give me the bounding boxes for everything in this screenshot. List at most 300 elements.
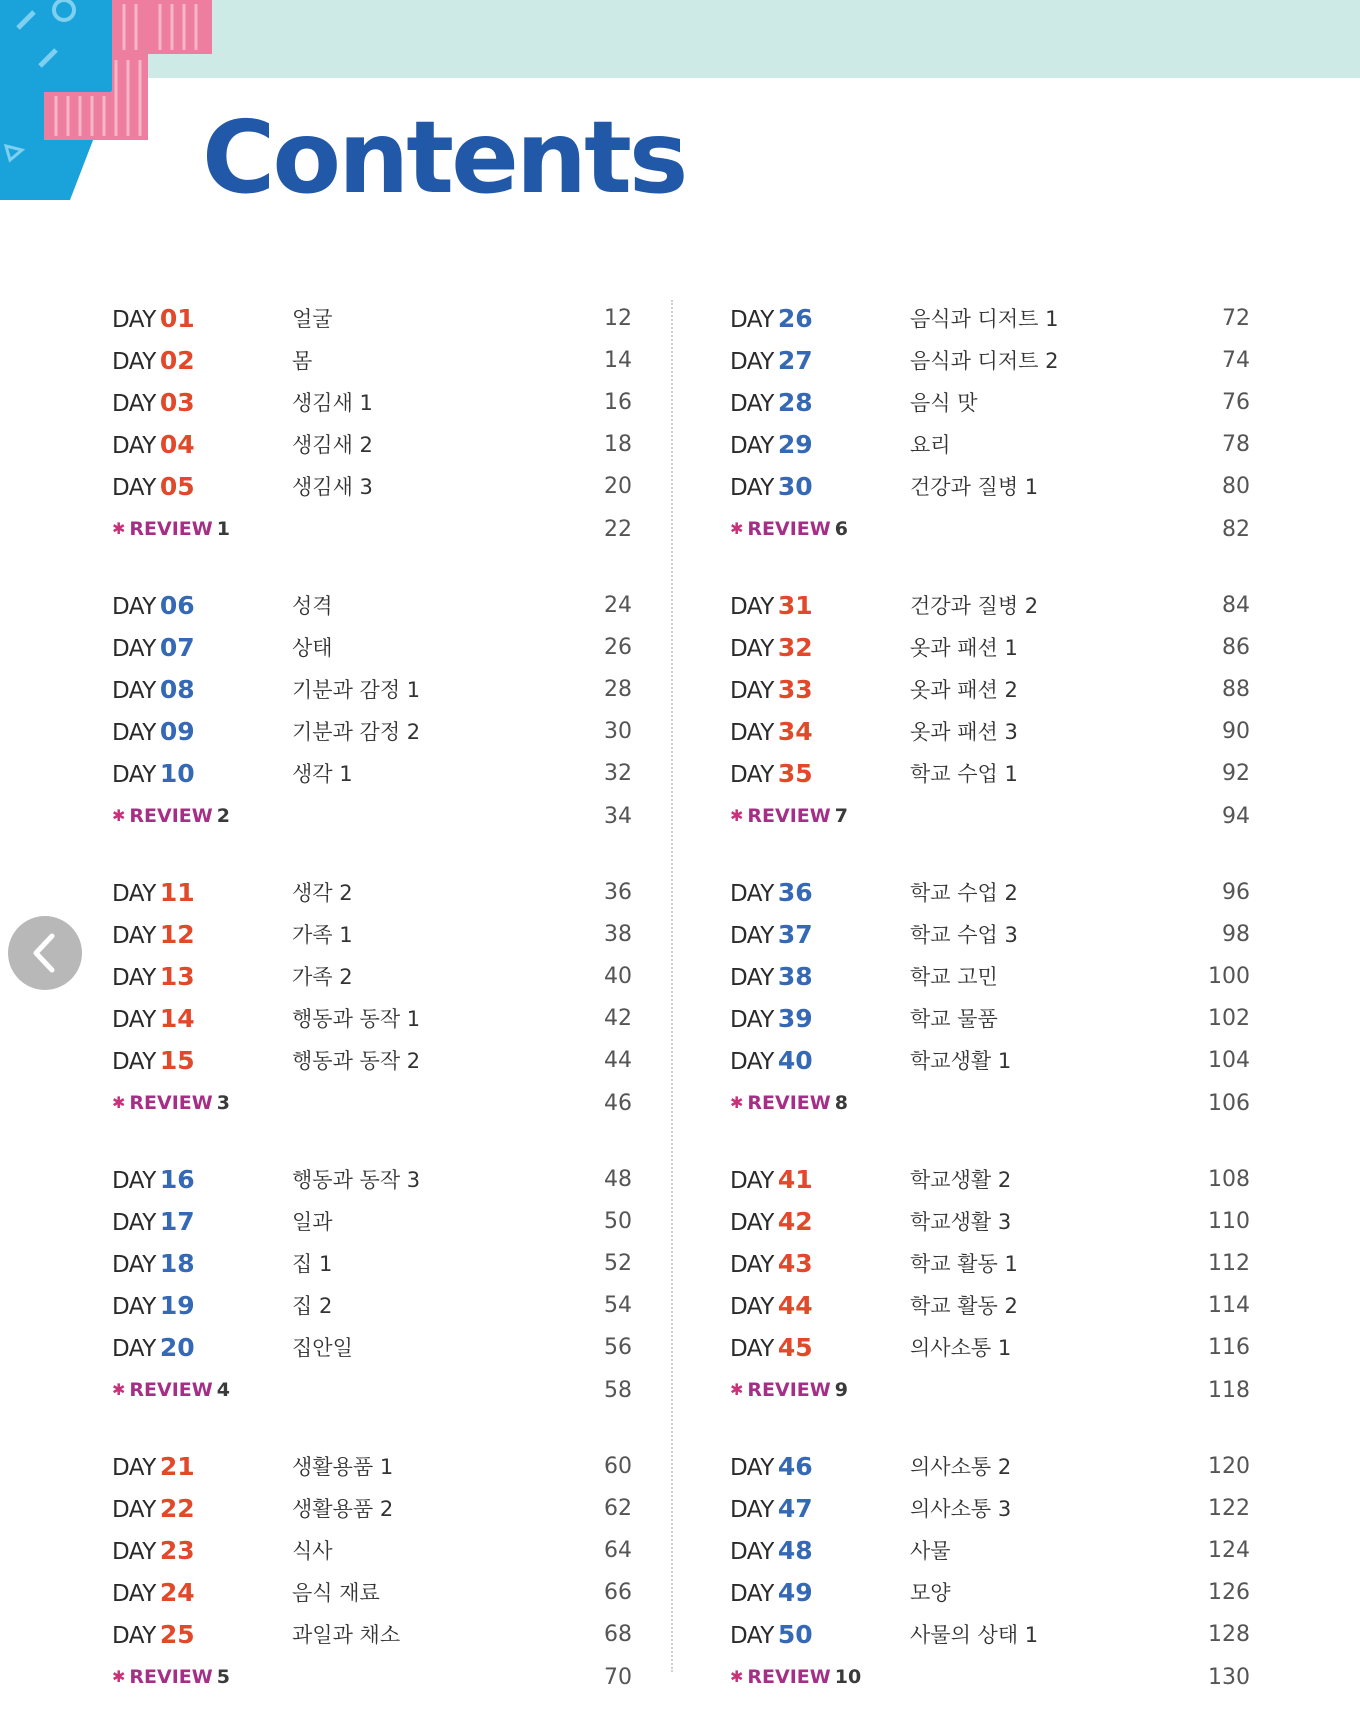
day-label: DAY — [730, 1581, 774, 1607]
review-entry[interactable] — [112, 795, 632, 838]
review-number: 4 — [216, 1379, 230, 1401]
day-topic: 의사소통 1 — [910, 1336, 1012, 1360]
day-number: 27 — [777, 346, 813, 375]
contents-section — [730, 585, 1250, 838]
asterisk-icon: ✱ — [112, 1093, 126, 1112]
day-entry[interactable] — [730, 998, 1250, 1040]
review-entry[interactable] — [730, 1656, 1250, 1699]
day-label: DAY — [730, 391, 774, 417]
review-number: 2 — [216, 805, 230, 827]
review-entry[interactable] — [112, 1082, 632, 1125]
day-number: 43 — [777, 1249, 813, 1278]
day-entry[interactable] — [730, 424, 1250, 466]
day-label: DAY — [112, 1581, 156, 1607]
day-label: DAY — [730, 1336, 774, 1362]
page-number: 78 — [1222, 432, 1250, 457]
page-number: 36 — [604, 880, 632, 905]
review-number: 6 — [834, 518, 848, 540]
day-entry[interactable] — [730, 1488, 1250, 1530]
day-number: 48 — [777, 1536, 813, 1565]
day-number: 31 — [777, 591, 813, 620]
page-number: 80 — [1222, 474, 1250, 499]
day-entry[interactable] — [730, 1285, 1250, 1327]
day-entry[interactable] — [112, 872, 632, 914]
page-number: 54 — [604, 1293, 632, 1318]
day-topic: 행동과 동작 2 — [292, 1049, 421, 1073]
day-label: DAY — [730, 1455, 774, 1481]
page-number: 12 — [604, 306, 632, 331]
day-entry[interactable] — [112, 753, 632, 795]
review-entry[interactable] — [112, 1656, 632, 1699]
page-number: 90 — [1222, 719, 1250, 744]
page-number: 38 — [604, 922, 632, 947]
page-number: 24 — [604, 593, 632, 618]
page-number: 122 — [1208, 1496, 1250, 1521]
day-number: 26 — [777, 304, 813, 333]
day-label: DAY — [112, 594, 156, 620]
day-label: DAY — [730, 349, 774, 375]
day-entry[interactable] — [112, 627, 632, 669]
review-label: REVIEW — [747, 1092, 831, 1114]
day-topic: 옷과 패션 1 — [910, 636, 1018, 660]
day-label: DAY — [112, 391, 156, 417]
day-number: 46 — [777, 1452, 813, 1481]
day-number: 38 — [777, 962, 813, 991]
day-topic: 집 2 — [292, 1294, 333, 1318]
day-entry[interactable] — [730, 1040, 1250, 1082]
day-number: 50 — [777, 1620, 813, 1649]
day-number: 13 — [159, 962, 195, 991]
day-topic: 건강과 질병 2 — [910, 594, 1039, 618]
page-number: 120 — [1208, 1454, 1250, 1479]
page-number: 72 — [1222, 306, 1250, 331]
day-label: DAY — [112, 1210, 156, 1236]
day-number: 12 — [159, 920, 195, 949]
day-entry[interactable] — [730, 1530, 1250, 1572]
day-label: DAY — [112, 1539, 156, 1565]
day-label: DAY — [112, 965, 156, 991]
review-label: REVIEW — [747, 805, 831, 827]
page-number: 92 — [1222, 761, 1250, 786]
page-number: 52 — [604, 1251, 632, 1276]
page-number: 102 — [1208, 1006, 1250, 1031]
day-topic: 음식 맛 — [910, 391, 978, 415]
day-topic: 생활용품 2 — [292, 1497, 394, 1521]
page-number: 66 — [604, 1580, 632, 1605]
day-entry[interactable] — [730, 914, 1250, 956]
day-number: 01 — [159, 304, 195, 333]
day-topic: 생김새 3 — [292, 475, 373, 499]
day-topic: 성격 — [292, 594, 333, 618]
contents-section — [112, 1446, 632, 1699]
contents-column-left — [112, 298, 632, 1733]
day-label: DAY — [112, 881, 156, 907]
page-number: 56 — [604, 1335, 632, 1360]
previous-page-button[interactable] — [8, 916, 82, 990]
page-number: 116 — [1208, 1335, 1250, 1360]
page-number: 42 — [604, 1006, 632, 1031]
asterisk-icon: ✱ — [112, 1667, 126, 1686]
page-number: 40 — [604, 964, 632, 989]
day-label: DAY — [730, 1623, 774, 1649]
day-label: DAY — [730, 307, 774, 333]
day-number: 08 — [159, 675, 195, 704]
day-label: DAY — [112, 1497, 156, 1523]
day-entry[interactable] — [730, 382, 1250, 424]
day-label: DAY — [730, 1294, 774, 1320]
day-entry[interactable] — [112, 711, 632, 753]
day-label: DAY — [112, 678, 156, 704]
day-number: 25 — [159, 1620, 195, 1649]
page-number: 58 — [604, 1378, 632, 1403]
page-number: 86 — [1222, 635, 1250, 660]
day-topic: 의사소통 2 — [910, 1455, 1012, 1479]
review-number: 9 — [834, 1379, 848, 1401]
day-topic: 집 1 — [292, 1252, 333, 1276]
day-topic: 몸 — [292, 349, 313, 373]
review-entry[interactable] — [730, 1082, 1250, 1125]
day-topic: 식사 — [292, 1539, 333, 1563]
page-number: 112 — [1208, 1251, 1250, 1276]
review-label: REVIEW — [129, 1666, 213, 1688]
day-label: DAY — [112, 720, 156, 746]
page-number: 114 — [1208, 1293, 1250, 1318]
page-number: 118 — [1208, 1378, 1250, 1403]
day-entry[interactable] — [112, 914, 632, 956]
day-entry[interactable] — [112, 1614, 632, 1656]
day-topic: 학교 고민 — [910, 965, 998, 989]
day-entry[interactable] — [112, 1201, 632, 1243]
day-number: 39 — [777, 1004, 813, 1033]
day-entry[interactable] — [112, 1285, 632, 1327]
contents-column-right — [730, 298, 1250, 1733]
page-number: 124 — [1208, 1538, 1250, 1563]
day-topic: 기분과 감정 1 — [292, 678, 421, 702]
day-entry[interactable] — [730, 1327, 1250, 1369]
day-entry[interactable] — [730, 298, 1250, 340]
day-topic: 옷과 패션 3 — [910, 720, 1018, 744]
day-entry[interactable] — [112, 1488, 632, 1530]
page-number: 100 — [1208, 964, 1250, 989]
page-number: 60 — [604, 1454, 632, 1479]
page-number: 48 — [604, 1167, 632, 1192]
day-entry[interactable] — [730, 1614, 1250, 1656]
day-label: DAY — [730, 433, 774, 459]
day-entry[interactable] — [730, 753, 1250, 795]
day-topic: 집안일 — [292, 1336, 353, 1360]
page-number: 88 — [1222, 677, 1250, 702]
day-entry[interactable] — [730, 1159, 1250, 1201]
review-label: REVIEW — [747, 1666, 831, 1688]
page-number: 32 — [604, 761, 632, 786]
review-entry[interactable] — [730, 508, 1250, 551]
day-number: 34 — [777, 717, 813, 746]
review-number: 5 — [216, 1666, 230, 1688]
day-entry[interactable] — [730, 1572, 1250, 1614]
review-label: REVIEW — [129, 805, 213, 827]
day-topic: 건강과 질병 1 — [910, 475, 1039, 499]
contents-section — [112, 298, 632, 551]
day-topic: 학교 수업 1 — [910, 762, 1018, 786]
day-number: 44 — [777, 1291, 813, 1320]
contents-section — [730, 872, 1250, 1125]
page-number: 64 — [604, 1538, 632, 1563]
day-label: DAY — [112, 307, 156, 333]
page-number: 104 — [1208, 1048, 1250, 1073]
day-label: DAY — [112, 475, 156, 501]
day-label: DAY — [112, 1168, 156, 1194]
page-number: 14 — [604, 348, 632, 373]
day-number: 20 — [159, 1333, 195, 1362]
day-topic: 요리 — [910, 433, 951, 457]
page-number: 76 — [1222, 390, 1250, 415]
day-topic: 생각 2 — [292, 881, 353, 905]
day-entry[interactable] — [730, 711, 1250, 753]
day-number: 35 — [777, 759, 813, 788]
day-entry[interactable] — [730, 627, 1250, 669]
review-number: 3 — [216, 1092, 230, 1114]
page-number: 26 — [604, 635, 632, 660]
day-entry[interactable] — [730, 669, 1250, 711]
day-topic: 사물 — [910, 1539, 951, 1563]
page-number: 96 — [1222, 880, 1250, 905]
day-entry[interactable] — [112, 1327, 632, 1369]
day-label: DAY — [112, 1294, 156, 1320]
asterisk-icon: ✱ — [112, 1380, 126, 1399]
day-entry[interactable] — [112, 382, 632, 424]
day-topic: 학교생활 3 — [910, 1210, 1012, 1234]
day-number: 22 — [159, 1494, 195, 1523]
day-entry[interactable] — [730, 956, 1250, 998]
day-topic: 생김새 1 — [292, 391, 373, 415]
day-label: DAY — [112, 1455, 156, 1481]
page-number: 74 — [1222, 348, 1250, 373]
day-topic: 행동과 동작 3 — [292, 1168, 421, 1192]
day-label: DAY — [730, 720, 774, 746]
day-topic: 생각 1 — [292, 762, 353, 786]
day-entry[interactable] — [730, 1243, 1250, 1285]
day-label: DAY — [730, 475, 774, 501]
day-number: 18 — [159, 1249, 195, 1278]
day-number: 17 — [159, 1207, 195, 1236]
review-entry[interactable] — [112, 508, 632, 551]
day-number: 42 — [777, 1207, 813, 1236]
day-topic: 학교 활동 1 — [910, 1252, 1018, 1276]
asterisk-icon: ✱ — [730, 806, 744, 825]
day-number: 03 — [159, 388, 195, 417]
page-number: 16 — [604, 390, 632, 415]
column-divider — [671, 300, 673, 1672]
day-topic: 얼굴 — [292, 307, 333, 331]
day-number: 15 — [159, 1046, 195, 1075]
page-number: 70 — [604, 1665, 632, 1690]
page-title: Contents — [202, 99, 686, 216]
day-label: DAY — [112, 1049, 156, 1075]
day-entry[interactable] — [112, 1530, 632, 1572]
day-entry[interactable] — [112, 1572, 632, 1614]
day-number: 11 — [159, 878, 195, 907]
page-number: 128 — [1208, 1622, 1250, 1647]
day-label: DAY — [730, 678, 774, 704]
review-label: REVIEW — [129, 1379, 213, 1401]
day-label: DAY — [730, 965, 774, 991]
asterisk-icon: ✱ — [730, 1667, 744, 1686]
review-label: REVIEW — [129, 518, 213, 540]
day-number: 28 — [777, 388, 813, 417]
day-number: 10 — [159, 759, 195, 788]
day-number: 49 — [777, 1578, 813, 1607]
day-topic: 모양 — [910, 1581, 951, 1605]
day-entry[interactable] — [112, 669, 632, 711]
day-entry[interactable] — [112, 1243, 632, 1285]
day-label: DAY — [730, 1497, 774, 1523]
day-label: DAY — [730, 1539, 774, 1565]
asterisk-icon: ✱ — [730, 1380, 744, 1399]
page-number: 46 — [604, 1091, 632, 1116]
day-entry[interactable] — [112, 1040, 632, 1082]
page-number: 28 — [604, 677, 632, 702]
review-entry[interactable] — [730, 1369, 1250, 1412]
day-number: 45 — [777, 1333, 813, 1362]
asterisk-icon: ✱ — [730, 519, 744, 538]
day-label: DAY — [730, 762, 774, 788]
day-entry[interactable] — [730, 872, 1250, 914]
day-number: 41 — [777, 1165, 813, 1194]
asterisk-icon: ✱ — [112, 806, 126, 825]
day-label: DAY — [112, 762, 156, 788]
chevron-left-icon — [8, 916, 82, 990]
day-topic: 상태 — [292, 636, 333, 660]
day-topic: 음식과 디저트 2 — [910, 349, 1059, 373]
day-topic: 사물의 상태 1 — [910, 1623, 1039, 1647]
page-number: 50 — [604, 1209, 632, 1234]
contents-section — [730, 1159, 1250, 1412]
day-label: DAY — [730, 1007, 774, 1033]
day-topic: 가족 1 — [292, 923, 353, 947]
day-entry[interactable] — [730, 1201, 1250, 1243]
day-topic: 기분과 감정 2 — [292, 720, 421, 744]
day-entry[interactable] — [730, 585, 1250, 627]
day-entry[interactable] — [112, 585, 632, 627]
review-entry[interactable] — [730, 795, 1250, 838]
day-label: DAY — [112, 636, 156, 662]
day-topic: 옷과 패션 2 — [910, 678, 1018, 702]
day-number: 09 — [159, 717, 195, 746]
review-number: 7 — [834, 805, 848, 827]
day-number: 19 — [159, 1291, 195, 1320]
asterisk-icon: ✱ — [730, 1093, 744, 1112]
day-topic: 음식과 디저트 1 — [910, 307, 1059, 331]
page-number: 98 — [1222, 922, 1250, 947]
page-number: 94 — [1222, 804, 1250, 829]
day-entry[interactable] — [112, 1446, 632, 1488]
day-topic: 일과 — [292, 1210, 333, 1234]
day-label: DAY — [730, 636, 774, 662]
day-topic: 행동과 동작 1 — [292, 1007, 421, 1031]
day-number: 04 — [159, 430, 195, 459]
day-number: 33 — [777, 675, 813, 704]
day-label: DAY — [112, 1252, 156, 1278]
contents-section — [112, 1159, 632, 1412]
day-label: DAY — [112, 923, 156, 949]
review-label: REVIEW — [129, 1092, 213, 1114]
day-number: 14 — [159, 1004, 195, 1033]
day-entry[interactable] — [112, 956, 632, 998]
contents-section — [730, 1446, 1250, 1699]
day-topic: 생활용품 1 — [292, 1455, 394, 1479]
day-number: 29 — [777, 430, 813, 459]
day-label: DAY — [112, 1007, 156, 1033]
page-number: 82 — [1222, 517, 1250, 542]
day-entry[interactable] — [112, 424, 632, 466]
review-number: 8 — [834, 1092, 848, 1114]
day-entry[interactable] — [112, 1159, 632, 1201]
review-entry[interactable] — [112, 1369, 632, 1412]
day-entry[interactable] — [730, 466, 1250, 508]
contents-section — [730, 298, 1250, 551]
day-label: DAY — [730, 923, 774, 949]
page-number: 30 — [604, 719, 632, 744]
day-entry[interactable] — [112, 298, 632, 340]
review-label: REVIEW — [747, 1379, 831, 1401]
day-label: DAY — [730, 1252, 774, 1278]
day-number: 24 — [159, 1578, 195, 1607]
day-number: 47 — [777, 1494, 813, 1523]
page-number: 22 — [604, 517, 632, 542]
day-label: DAY — [112, 433, 156, 459]
day-number: 32 — [777, 633, 813, 662]
day-label: DAY — [112, 1336, 156, 1362]
page-number: 20 — [604, 474, 632, 499]
day-topic: 학교생활 2 — [910, 1168, 1012, 1192]
review-number: 1 — [216, 518, 230, 540]
day-entry[interactable] — [112, 998, 632, 1040]
page-number: 68 — [604, 1622, 632, 1647]
day-topic: 음식 재료 — [292, 1581, 380, 1605]
page-number: 84 — [1222, 593, 1250, 618]
day-topic: 학교생활 1 — [910, 1049, 1012, 1073]
day-topic: 학교 수업 2 — [910, 881, 1018, 905]
review-number: 10 — [834, 1666, 862, 1688]
page-number: 34 — [604, 804, 632, 829]
day-label: DAY — [112, 349, 156, 375]
day-topic: 학교 수업 3 — [910, 923, 1018, 947]
contents-section — [112, 872, 632, 1125]
day-topic: 학교 물품 — [910, 1007, 998, 1031]
page-number: 130 — [1208, 1665, 1250, 1690]
day-entry[interactable] — [112, 466, 632, 508]
day-topic: 생김새 2 — [292, 433, 373, 457]
day-entry[interactable] — [112, 340, 632, 382]
day-topic: 학교 활동 2 — [910, 1294, 1018, 1318]
page-number: 126 — [1208, 1580, 1250, 1605]
page-number: 106 — [1208, 1091, 1250, 1116]
day-number: 07 — [159, 633, 195, 662]
day-label: DAY — [730, 1210, 774, 1236]
day-number: 06 — [159, 591, 195, 620]
page-number: 62 — [604, 1496, 632, 1521]
page-number: 108 — [1208, 1167, 1250, 1192]
day-number: 36 — [777, 878, 813, 907]
day-entry[interactable] — [730, 340, 1250, 382]
day-topic: 의사소통 3 — [910, 1497, 1012, 1521]
day-entry[interactable] — [730, 1446, 1250, 1488]
day-topic: 과일과 채소 — [292, 1623, 401, 1647]
page-number: 110 — [1208, 1209, 1250, 1234]
day-number: 23 — [159, 1536, 195, 1565]
review-label: REVIEW — [747, 518, 831, 540]
day-number: 37 — [777, 920, 813, 949]
